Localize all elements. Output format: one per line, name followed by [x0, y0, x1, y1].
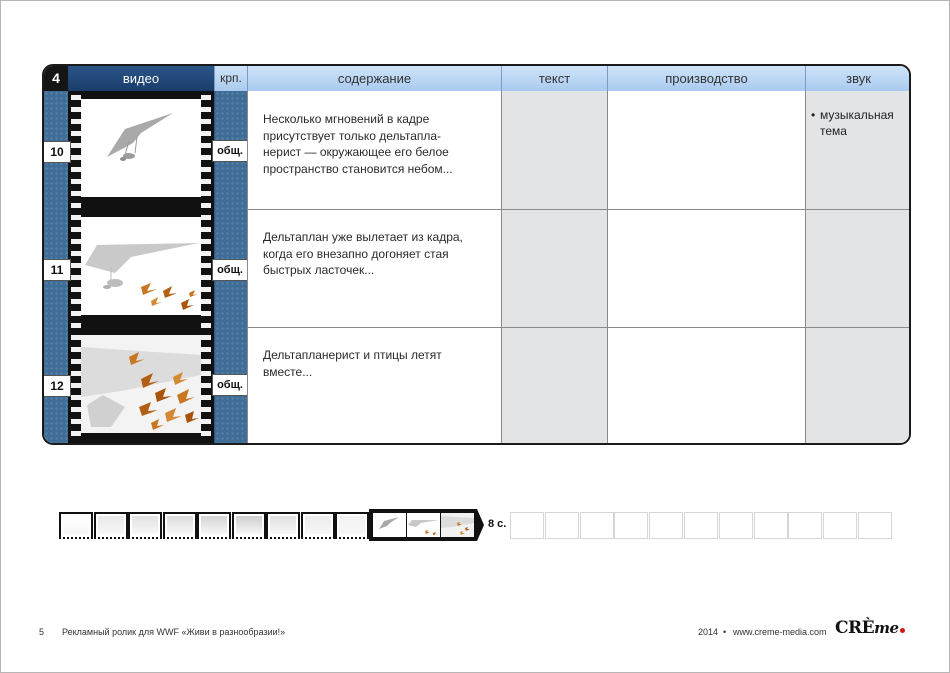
timeline-frame-current[interactable]: [407, 513, 440, 537]
header-content: содержание: [247, 66, 501, 91]
film-strip: [68, 91, 214, 445]
timeline-frame-past[interactable]: [232, 512, 266, 539]
content-cell-11[interactable]: [247, 209, 501, 327]
timeline-frame-current[interactable]: [441, 513, 474, 537]
timeline-frame-past[interactable]: [197, 512, 231, 539]
timeline-frame-empty[interactable]: [614, 512, 648, 539]
film-sprockets-right: [201, 91, 211, 445]
timeline-frame-empty[interactable]: [788, 512, 822, 539]
timeline-thumbnail: [270, 516, 296, 534]
content-text-11: Дельтаплан уже вылетает из кадра, когда его внезапно догоняет стая быстрых ласточек...: [263, 230, 463, 277]
film-sprockets-left: [71, 91, 81, 445]
timeline-thumbnail: [236, 516, 262, 534]
timeline-frame-past[interactable]: [163, 512, 197, 539]
shot-number-11: 11: [44, 259, 71, 281]
timeline-frame-past[interactable]: [94, 512, 128, 539]
timeline-strip: [59, 509, 892, 541]
sound-cell-10[interactable]: [805, 91, 911, 209]
document-title: Рекламный ролик для WWF «Живи в разнообразии!»: [62, 627, 286, 637]
timeline-frame-current[interactable]: [373, 513, 406, 537]
timeline-thumbnail: [305, 516, 331, 534]
timeline-frame-past[interactable]: [301, 512, 335, 539]
timeline-frame-empty[interactable]: [545, 512, 579, 539]
timeline-frame-past[interactable]: [128, 512, 162, 539]
logo-dot: [900, 628, 905, 633]
page-number: 5: [39, 627, 45, 637]
production-cell-10[interactable]: [607, 91, 805, 209]
timeline-frame-empty[interactable]: [719, 512, 753, 539]
footer-year: 2014: [698, 627, 719, 637]
production-cell-11[interactable]: [607, 209, 805, 327]
content-text-12: Дельтапланерист и птицы летят вместе...: [263, 348, 442, 379]
shot-size-label-12: общ.: [212, 374, 247, 396]
content-cell-10[interactable]: [247, 91, 501, 209]
sound-item: • музыкальная тема: [811, 108, 907, 139]
timeline-thumbnail: [201, 516, 227, 534]
production-cell-12[interactable]: [607, 327, 805, 445]
timeline-position-arrow: [477, 509, 484, 541]
storyboard-table: [42, 64, 911, 445]
sound-cell-11[interactable]: [805, 209, 911, 327]
timeline-frame-past[interactable]: [335, 512, 369, 539]
sound-text-10: [811, 108, 907, 139]
timeline-thumbnail: [63, 516, 89, 534]
timeline-thumbnail: [339, 516, 365, 534]
timeline-frame-empty[interactable]: [580, 512, 614, 539]
content-cell-12[interactable]: [247, 327, 501, 445]
footer-bullet: •: [723, 627, 727, 637]
text-cell-12[interactable]: [501, 327, 607, 445]
timeline-frame-empty[interactable]: [510, 512, 544, 539]
shot-size-label-10: общ.: [212, 140, 247, 162]
hang-glider-image: [81, 99, 201, 197]
text-cell-11[interactable]: [501, 209, 607, 327]
creme-logo: [835, 618, 905, 638]
timeline-frame-empty[interactable]: [649, 512, 683, 539]
video-frame-10[interactable]: [81, 99, 201, 197]
mini-glider-swallows-image: [407, 513, 440, 537]
logo-text-italic: me: [874, 619, 899, 637]
shot-number-12: 12: [44, 375, 71, 397]
header-production: производство: [607, 66, 805, 91]
timeline-frame-empty[interactable]: [823, 512, 857, 539]
timeline-thumbnail: [98, 516, 124, 534]
mini-glider-image: [373, 513, 406, 537]
timeline-frame-past[interactable]: [59, 512, 93, 539]
row-divider: [247, 209, 911, 210]
header-sound: звук: [805, 66, 911, 91]
hang-glider-swallows-image: [81, 217, 201, 315]
glider-birds-together-image: [81, 335, 201, 433]
timeline-frame-empty[interactable]: [684, 512, 718, 539]
text-cell-10[interactable]: [501, 91, 607, 209]
timeline-frame-past[interactable]: [266, 512, 300, 539]
content-text-10: Несколько мгновений в кадре присутствует только дельтапла- нерист — окружающее его белое пространство становится небом...: [263, 112, 453, 176]
header-shot-size: крп.: [214, 66, 247, 91]
shot-size-label-11: общ.: [212, 259, 247, 281]
timeline-thumbnail: [167, 516, 193, 534]
row-divider: [247, 327, 911, 328]
shot-number-10: 10: [44, 141, 71, 163]
sound-cell-12[interactable]: [805, 327, 911, 445]
timeline-thumbnail: [132, 516, 158, 534]
timeline-frame-empty[interactable]: [858, 512, 892, 539]
header-text: текст: [501, 66, 607, 91]
timeline-frame-empty[interactable]: [754, 512, 788, 539]
header-video: видео: [68, 66, 214, 91]
timeline-duration: 8 с.: [488, 518, 507, 530]
timeline-current-sequence[interactable]: [369, 509, 477, 541]
mini-glider-birds-image: [441, 513, 474, 537]
video-frame-12[interactable]: [81, 335, 201, 433]
sequence-number: 4: [44, 66, 68, 91]
logo-text: CRÈ: [835, 618, 875, 638]
video-frame-11[interactable]: [81, 217, 201, 315]
footer-url[interactable]: www.creme-media.com: [733, 627, 827, 637]
